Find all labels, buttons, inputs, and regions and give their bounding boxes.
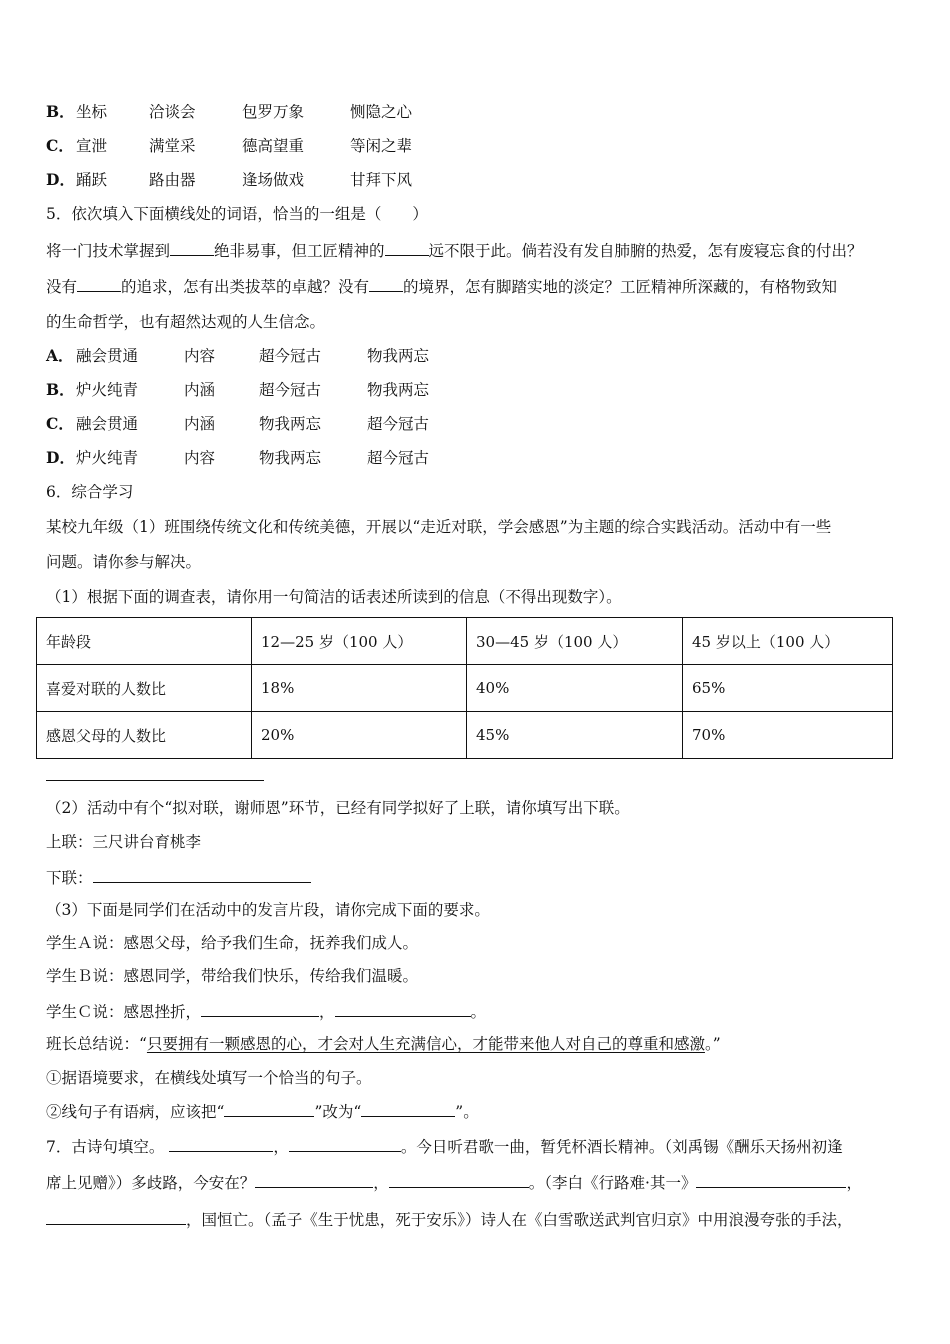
q5-option-b: B．炉火纯青 内涵 超今冠古 物我两忘 (46, 380, 430, 399)
q4-option-d: D．踊跃 路由器 逢场做戏 甘拜下风 (46, 170, 413, 189)
blank[interactable] (46, 1208, 186, 1225)
blank[interactable] (389, 1171, 529, 1188)
upper-couplet: 上联：三尺讲台育桃李 (46, 833, 202, 851)
student-c: 学生Ｃ说：感恩挫折， ， 。 (46, 1000, 486, 1022)
blank[interactable] (77, 275, 121, 292)
table-header-cell: 12—25 岁（100 人） (252, 618, 467, 665)
table-cell: 20% (252, 712, 467, 759)
blank[interactable] (93, 866, 311, 883)
table-cell: 感恩父母的人数比 (37, 712, 252, 759)
blank[interactable] (335, 1000, 471, 1017)
q5-passage-line-3: 的生命哲学，也有超然达观的人生信念。 (46, 313, 326, 331)
blank[interactable] (170, 239, 214, 256)
blank[interactable] (201, 1000, 319, 1017)
blank[interactable] (289, 1135, 401, 1152)
survey-table (36, 617, 893, 759)
q6-part1: （1）根据下面的调查表，请你用一句简洁的话表述所读到的信息（不得出现数字）。 (46, 588, 622, 606)
monitor-summary: 班长总结说：“只要拥有一颗感恩的心，才会对人生充满信心，才能带来他人对自己的尊重和感激。” (46, 1035, 721, 1053)
q7-line-2: 席上见赠》）多歧路，今安在？ ， 。（李白《行路难·其一》 ， (46, 1171, 862, 1193)
table-row (37, 712, 893, 759)
q5-passage-line-2: 没有 的追求，怎有出类拔萃的卓越？没有 的境界，怎有脚踏实地的淡定？工匠精神所深藏的，有格物致知 (46, 275, 837, 297)
table-header-cell: 45 岁以上（100 人） (683, 618, 893, 665)
answer-line[interactable] (46, 780, 264, 781)
student-b: 学生Ｂ说：感恩同学，带给我们快乐，传给我们温暖。 (46, 967, 419, 985)
q5-option-c: C． 融会贯通 内涵 物我两忘 超今冠古 (46, 414, 430, 433)
student-a: 学生Ａ说：感恩父母，给予我们生命，抚养我们成人。 (46, 934, 419, 952)
table-header-cell: 30—45 岁（100 人） (467, 618, 683, 665)
blank[interactable] (369, 275, 403, 292)
q6-part2: （2）活动中有个“拟对联，谢师恩”环节，已经有同学拟好了上联，请你填写出下联。 (46, 799, 630, 817)
q7-line-1: 7．古诗句填空。 ， 。今日听君歌一曲，暂凭杯酒长精神。（刘禹锡《酬乐天扬州初逢 (46, 1135, 843, 1157)
blank[interactable] (385, 239, 429, 256)
q6-title: 6．综合学习 (46, 483, 134, 501)
q5-option-a: A． 融会贯通 内容 超今冠古 物我两忘 (46, 346, 430, 365)
table-cell: 喜爱对联的人数比 (37, 665, 252, 712)
table-cell: 45% (467, 712, 683, 759)
requirement-1: ①据语境要求，在横线处填写一个恰当的句子。 (46, 1069, 372, 1087)
table-cell: 65% (683, 665, 893, 712)
table-cell: 18% (252, 665, 467, 712)
q6-part3: （3）下面是同学们在活动中的发言片段，请你完成下面的要求。 (46, 901, 490, 919)
blank[interactable] (255, 1171, 373, 1188)
q5-option-d: D．炉火纯青 内容 物我两忘 超今冠古 (46, 448, 430, 467)
lower-couplet: 下联： (46, 866, 311, 888)
q6-intro-line-1: 某校九年级（1）班围绕传统文化和传统美德，开展以“走近对联，学会感恩”为主题的综合实践活动。活动中有一些 (46, 518, 832, 536)
q4-option-c: C． 宣泄 满堂采 德高望重 等闲之辈 (46, 136, 413, 155)
q5-stem: 5．依次填入下面横线处的词语，恰当的一组是（ ） (46, 205, 428, 223)
q7-line-3: ，国恒亡。（孟子《生于忧患，死于安乐》）诗人在《白雪歌送武判官归京》中用浪漫夸张的手法， (46, 1208, 853, 1230)
q6-intro-line-2: 问题。请你参与解决。 (46, 553, 202, 571)
table-header-cell: 年龄段 (37, 618, 252, 665)
table-cell: 70% (683, 712, 893, 759)
table-cell: 40% (467, 665, 683, 712)
table-row (37, 618, 893, 665)
blank[interactable] (224, 1100, 314, 1117)
table-row (37, 665, 893, 712)
requirement-2: ②线句子有语病，应该把“ ”改为“ ”。 (46, 1100, 479, 1122)
blank[interactable] (696, 1171, 846, 1188)
q5-passage-line-1: 将一门技术掌握到 绝非易事，但工匠精神的 远不限于此。倘若没有发自肺腑的热爱，怎有废寝忘食的付出？ (46, 239, 863, 261)
blank[interactable] (169, 1135, 273, 1152)
q4-option-b: B．坐标 洽谈会 包罗万象 恻隐之心 (46, 102, 413, 121)
blank[interactable] (361, 1100, 455, 1117)
